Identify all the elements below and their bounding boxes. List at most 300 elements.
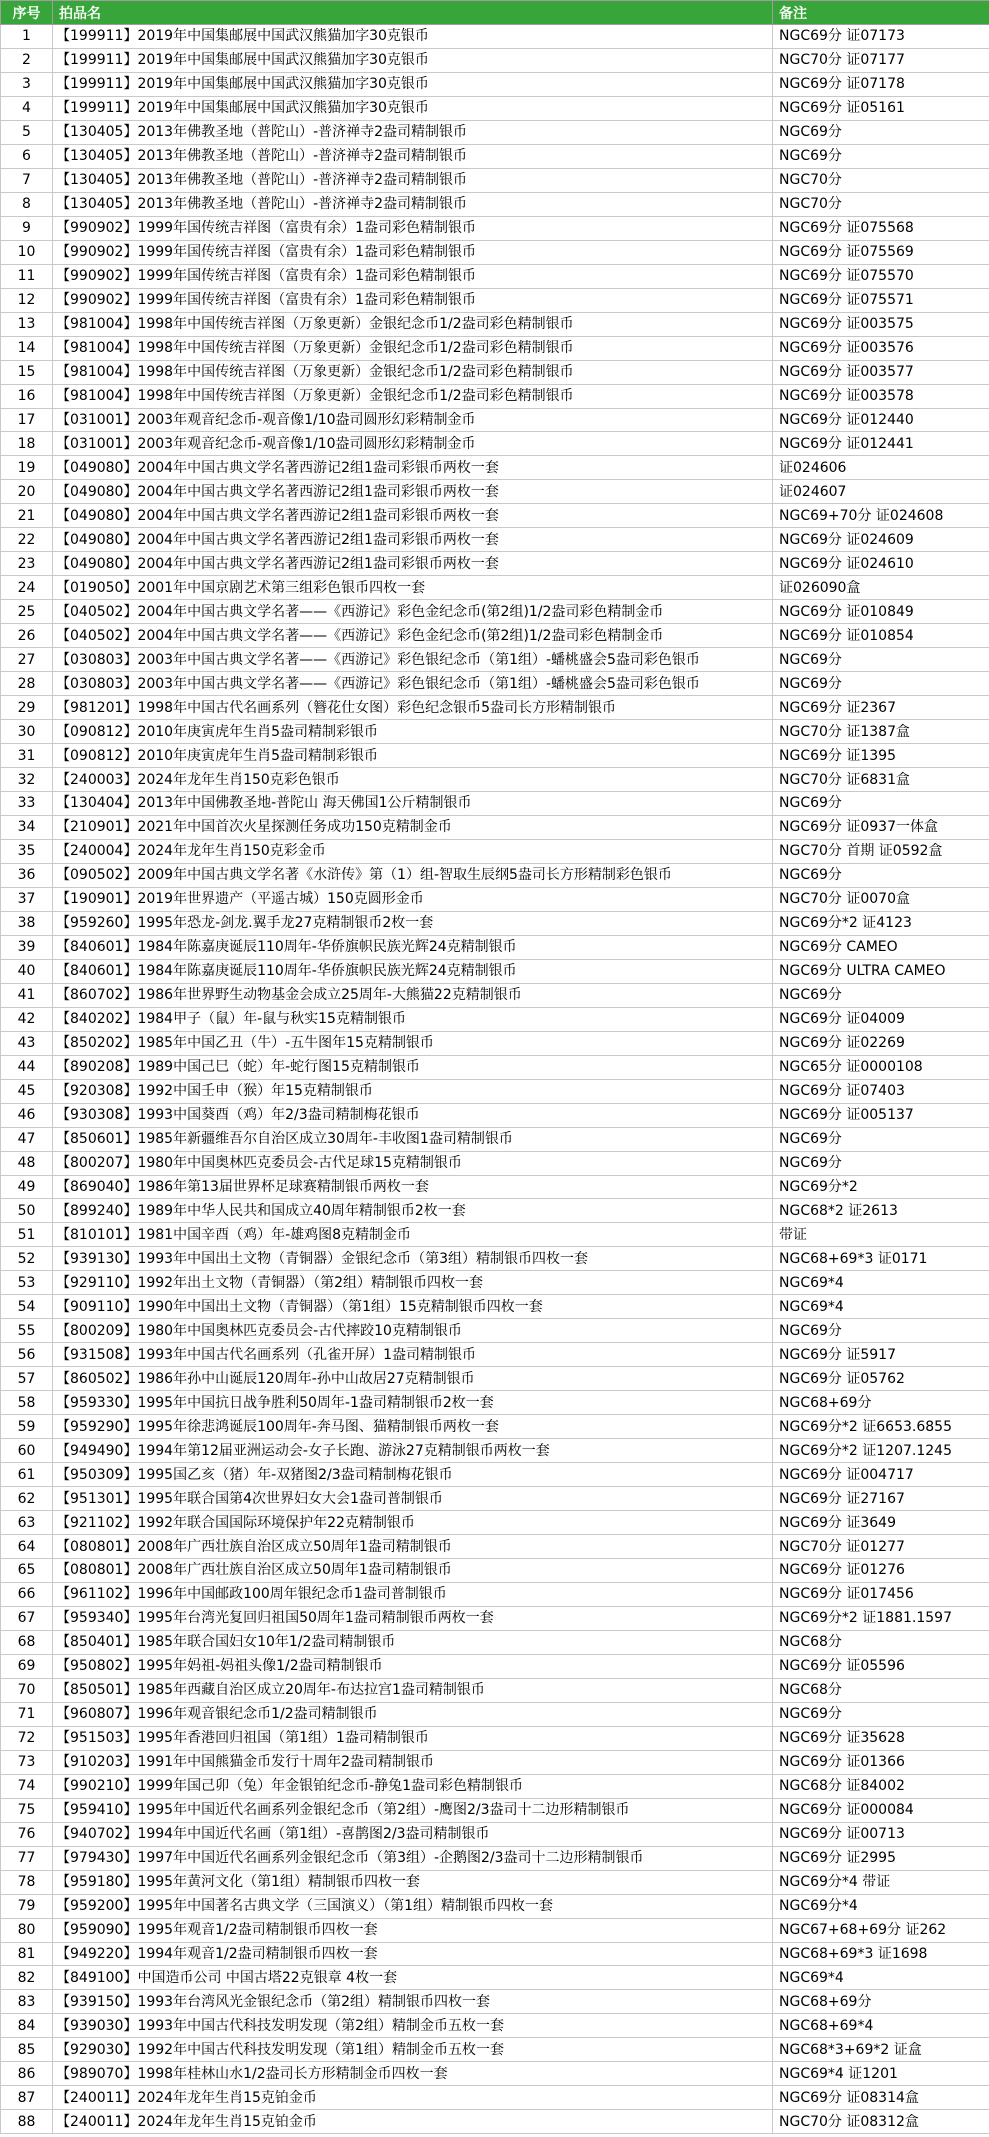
lot-name-cell: 【990902】1999年国传统吉祥图（富贵有余）1盎司彩色精制银币 — [53, 240, 773, 264]
table-row — [1, 120, 989, 144]
row-index: 12 — [1, 288, 53, 312]
row-index: 39 — [1, 935, 53, 959]
row-index: 57 — [1, 1367, 53, 1391]
note-cell: NGC69分 证017456 — [773, 1582, 989, 1606]
table-row — [1, 552, 989, 576]
note-cell: NGC69分 证012441 — [773, 432, 989, 456]
note-cell: NGC69分 证075568 — [773, 216, 989, 240]
note-cell: NGC69分 证010854 — [773, 624, 989, 648]
table-row — [1, 792, 989, 816]
table-row — [1, 384, 989, 408]
row-index: 78 — [1, 1870, 53, 1894]
note-cell: NGC69+70分 证024608 — [773, 504, 989, 528]
note-cell: NGC69分 证07173 — [773, 25, 989, 49]
lot-name-cell: 【951301】1995年联合国第4次世界妇女大会1盎司普制银币 — [53, 1487, 773, 1511]
table-row — [1, 839, 989, 863]
note-cell: NGC69分*2 证4123 — [773, 911, 989, 935]
lot-name-cell: 【049080】2004年中国古典文学名著西游记2组1盎司彩银币两枚一套 — [53, 528, 773, 552]
row-index: 31 — [1, 744, 53, 768]
table-row — [1, 1487, 989, 1511]
table-row — [1, 1798, 989, 1822]
lot-name-cell: 【049080】2004年中国古典文学名著西游记2组1盎司彩银币两枚一套 — [53, 480, 773, 504]
lot-name-cell: 【199911】2019年中国集邮展中国武汉熊猫加字30克银币 — [53, 48, 773, 72]
table-row — [1, 1606, 989, 1630]
note-cell: NGC69分 — [773, 648, 989, 672]
lot-name-cell: 【961102】1996年中国邮政100周年银纪念币1盎司普制银币 — [53, 1582, 773, 1606]
lot-name-cell: 【930308】1993中国葵酉（鸡）年2/3盎司精制梅花银币 — [53, 1103, 773, 1127]
row-index: 83 — [1, 1990, 53, 2014]
row-index: 36 — [1, 863, 53, 887]
table-row — [1, 624, 989, 648]
lot-name-cell: 【990902】1999年国传统吉祥图（富贵有余）1盎司彩色精制银币 — [53, 216, 773, 240]
note-cell: NGC69*4 证1201 — [773, 2062, 989, 2086]
note-cell: NGC68分 证84002 — [773, 1774, 989, 1798]
note-cell: NGC69分*2 证1207.1245 — [773, 1439, 989, 1463]
row-index: 13 — [1, 312, 53, 336]
note-cell: NGC70分 — [773, 168, 989, 192]
note-cell: NGC69分 证012440 — [773, 408, 989, 432]
row-index: 8 — [1, 192, 53, 216]
lot-name-cell: 【921102】1992年联合国国际环境保护年22克精制银币 — [53, 1511, 773, 1535]
note-cell: NGC69分 证010849 — [773, 600, 989, 624]
note-cell: NGC68+69分 — [773, 1391, 989, 1415]
note-cell: NGC69分 — [773, 120, 989, 144]
lot-name-cell: 【190901】2019年世界遗产（平遥古城）150克圆形金币 — [53, 887, 773, 911]
table-row — [1, 600, 989, 624]
note-cell: NGC69分 证02269 — [773, 1031, 989, 1055]
note-cell: 带证 — [773, 1223, 989, 1247]
header-index: 序号 — [1, 1, 53, 25]
row-index: 71 — [1, 1702, 53, 1726]
table-row — [1, 1702, 989, 1726]
lot-name-cell: 【049080】2004年中国古典文学名著西游记2组1盎司彩银币两枚一套 — [53, 552, 773, 576]
lot-name-cell: 【210901】2021年中国首次火星探测任务成功150克精制金币 — [53, 815, 773, 839]
lot-name-cell: 【959330】1995年中国抗日战争胜利50周年-1盎司精制银币2枚一套 — [53, 1391, 773, 1415]
lot-name-cell: 【849100】中国造币公司 中国古塔22克银章 4枚一套 — [53, 1966, 773, 1990]
lot-name-cell: 【080801】2008年广西壮族自治区成立50周年1盎司精制银币 — [53, 1535, 773, 1559]
table-row — [1, 1894, 989, 1918]
table-row — [1, 504, 989, 528]
lot-name-cell: 【869040】1986年第13届世界杯足球赛精制银币两枚一套 — [53, 1175, 773, 1199]
lot-name-cell: 【959340】1995年台湾光复回归祖国50周年1盎司精制银币两枚一套 — [53, 1606, 773, 1630]
note-cell: NGC69分 — [773, 863, 989, 887]
note-cell: 证026090盒 — [773, 576, 989, 600]
table-row — [1, 1199, 989, 1223]
table-row — [1, 1463, 989, 1487]
note-cell: NGC69分 — [773, 1319, 989, 1343]
table-row — [1, 911, 989, 935]
table-row — [1, 1391, 989, 1415]
table-row — [1, 696, 989, 720]
row-index: 61 — [1, 1463, 53, 1487]
row-index: 23 — [1, 552, 53, 576]
row-index: 77 — [1, 1846, 53, 1870]
lot-name-cell: 【199911】2019年中国集邮展中国武汉熊猫加字30克银币 — [53, 25, 773, 49]
lot-name-cell: 【090812】2010年庚寅虎年生肖5盎司精制彩银币 — [53, 720, 773, 744]
table-row — [1, 288, 989, 312]
table-row — [1, 1007, 989, 1031]
note-cell: NGC69分 证0937一体盒 — [773, 815, 989, 839]
row-index: 49 — [1, 1175, 53, 1199]
lot-name-cell: 【090812】2010年庚寅虎年生肖5盎司精制彩银币 — [53, 744, 773, 768]
lot-name-cell: 【910203】1991年中国熊猫金币发行十周年2盎司精制银币 — [53, 1750, 773, 1774]
note-cell: NGC69分 证003575 — [773, 312, 989, 336]
lot-name-cell: 【850601】1985年新疆维吾尔自治区成立30周年-丰收图1盎司精制银币 — [53, 1127, 773, 1151]
table-row — [1, 1870, 989, 1894]
table-row — [1, 1654, 989, 1678]
note-cell: NGC69分 证2995 — [773, 1846, 989, 1870]
row-index: 32 — [1, 768, 53, 792]
row-index: 80 — [1, 1918, 53, 1942]
note-cell: NGC69分 — [773, 792, 989, 816]
table-row — [1, 96, 989, 120]
lot-name-cell: 【981004】1998年中国传统吉祥图（万象更新）金银纪念币1/2盎司彩色精制银币 — [53, 360, 773, 384]
table-row — [1, 2038, 989, 2062]
row-index: 64 — [1, 1535, 53, 1559]
row-index: 18 — [1, 432, 53, 456]
note-cell: NGC70分 证1387盒 — [773, 720, 989, 744]
note-cell: NGC69分 — [773, 1151, 989, 1175]
lot-name-cell: 【800209】1980年中国奥林匹克委员会-古代摔跤10克精制银币 — [53, 1319, 773, 1343]
row-index: 28 — [1, 672, 53, 696]
lot-name-cell: 【240011】2024年龙年生肖15克铂金币 — [53, 2086, 773, 2110]
row-index: 55 — [1, 1319, 53, 1343]
table-row — [1, 480, 989, 504]
lot-name-cell: 【959200】1995年中国著名古典文学（三国演义）（第1组）精制银币四枚一套 — [53, 1894, 773, 1918]
lot-name-cell: 【130404】2013年中国佛教圣地-普陀山 海天佛国1公斤精制银币 — [53, 792, 773, 816]
table-row — [1, 1774, 989, 1798]
row-index: 72 — [1, 1726, 53, 1750]
note-cell: NGC68分 — [773, 1630, 989, 1654]
row-index: 42 — [1, 1007, 53, 1031]
row-index: 44 — [1, 1055, 53, 1079]
table-row — [1, 1415, 989, 1439]
row-index: 45 — [1, 1079, 53, 1103]
lot-name-cell: 【090502】2009年中国古典文学名著《水浒传》第（1）组-智取生辰纲5盎司长方形精制彩色银币 — [53, 863, 773, 887]
row-index: 74 — [1, 1774, 53, 1798]
table-body — [1, 25, 989, 2134]
row-index: 10 — [1, 240, 53, 264]
table-row — [1, 1247, 989, 1271]
table-row — [1, 25, 989, 49]
row-index: 43 — [1, 1031, 53, 1055]
note-cell: NGC69*4 — [773, 1966, 989, 1990]
note-cell: NGC69分*2 证6653.6855 — [773, 1415, 989, 1439]
lot-name-cell: 【949490】1994年第12届亚洲运动会-女子长跑、游泳27克精制银币两枚一套 — [53, 1439, 773, 1463]
note-cell: NGC69分 证075571 — [773, 288, 989, 312]
row-index: 17 — [1, 408, 53, 432]
row-index: 24 — [1, 576, 53, 600]
note-cell: NGC70分 证0070盒 — [773, 887, 989, 911]
note-cell: NGC69分 — [773, 672, 989, 696]
note-cell: NGC69分 证08314盒 — [773, 2086, 989, 2110]
row-index: 19 — [1, 456, 53, 480]
table-row — [1, 336, 989, 360]
note-cell: NGC69分 证075569 — [773, 240, 989, 264]
row-index: 87 — [1, 2086, 53, 2110]
note-cell: NGC69分 证07178 — [773, 72, 989, 96]
row-index: 30 — [1, 720, 53, 744]
note-cell: NGC69分 证024610 — [773, 552, 989, 576]
note-cell: NGC69分*2 — [773, 1175, 989, 1199]
note-cell: NGC70分 证07177 — [773, 48, 989, 72]
table-row — [1, 2014, 989, 2038]
table-row — [1, 1031, 989, 1055]
note-cell: NGC69分 — [773, 1127, 989, 1151]
note-cell: NGC69分*4 带证 — [773, 1870, 989, 1894]
row-index: 63 — [1, 1511, 53, 1535]
note-cell: NGC68+69*4 — [773, 2014, 989, 2038]
table-row — [1, 1175, 989, 1199]
lot-name-cell: 【240004】2024年龙年生肖150克彩金币 — [53, 839, 773, 863]
lot-name-cell: 【929110】1992年出土文物（青铜器）（第2组）精制银币四枚一套 — [53, 1271, 773, 1295]
row-index: 52 — [1, 1247, 53, 1271]
row-index: 26 — [1, 624, 53, 648]
table-row — [1, 1966, 989, 1990]
row-index: 70 — [1, 1678, 53, 1702]
lot-name-cell: 【850401】1985年联合国妇女10年1/2盎司精制银币 — [53, 1630, 773, 1654]
lot-name-cell: 【860702】1986年世界野生动物基金会成立25周年-大熊猫22克精制银币 — [53, 983, 773, 1007]
lot-name-cell: 【030803】2003年中国古典文学名著——《西游记》彩色银纪念币（第1组）-蟠桃盛会5盎司彩色银币 — [53, 648, 773, 672]
row-index: 15 — [1, 360, 53, 384]
table-row — [1, 935, 989, 959]
row-index: 46 — [1, 1103, 53, 1127]
row-index: 2 — [1, 48, 53, 72]
note-cell: NGC69分 证01366 — [773, 1750, 989, 1774]
lot-name-cell: 【890208】1989中国己巳（蛇）年-蛇行图15克精制银币 — [53, 1055, 773, 1079]
row-index: 40 — [1, 959, 53, 983]
row-index: 67 — [1, 1606, 53, 1630]
row-index: 76 — [1, 1822, 53, 1846]
row-index: 3 — [1, 72, 53, 96]
table-row — [1, 1918, 989, 1942]
row-index: 75 — [1, 1798, 53, 1822]
header-row — [1, 1, 989, 25]
table-row — [1, 720, 989, 744]
table-row — [1, 1319, 989, 1343]
table-row — [1, 408, 989, 432]
row-index: 59 — [1, 1415, 53, 1439]
note-cell: NGC68+69*3 证0171 — [773, 1247, 989, 1271]
lot-name-cell: 【049080】2004年中国古典文学名著西游记2组1盎司彩银币两枚一套 — [53, 456, 773, 480]
table-row — [1, 528, 989, 552]
row-index: 79 — [1, 1894, 53, 1918]
row-index: 58 — [1, 1391, 53, 1415]
lot-name-cell: 【949220】1994年观音1/2盎司精制银币四枚一套 — [53, 1942, 773, 1966]
lot-name-cell: 【130405】2013年佛教圣地（普陀山）-普济禅寺2盎司精制银币 — [53, 192, 773, 216]
note-cell: NGC69分 证075570 — [773, 264, 989, 288]
row-index: 56 — [1, 1343, 53, 1367]
lot-name-cell: 【240011】2024年龙年生肖15克铂金币 — [53, 2110, 773, 2134]
table-row — [1, 1750, 989, 1774]
note-cell: NGC69分 证05161 — [773, 96, 989, 120]
lot-name-cell: 【959260】1995年恐龙-剑龙.翼手龙27克精制银币2枚一套 — [53, 911, 773, 935]
note-cell: NGC70分 证01277 — [773, 1535, 989, 1559]
note-cell: NGC69分 证01276 — [773, 1559, 989, 1583]
lot-name-cell: 【049080】2004年中国古典文学名著西游记2组1盎司彩银币两枚一套 — [53, 504, 773, 528]
note-cell: NGC68+69分 — [773, 1990, 989, 2014]
table-row — [1, 1846, 989, 1870]
lot-name-cell: 【920308】1992中国壬申（猴）年15克精制银币 — [53, 1079, 773, 1103]
lot-name-cell: 【850501】1985年西藏自治区成立20周年-布达拉宫1盎司精制银币 — [53, 1678, 773, 1702]
table-row — [1, 240, 989, 264]
lot-name-cell: 【951503】1995年香港回归祖国（第1组）1盎司精制银币 — [53, 1726, 773, 1750]
table-row — [1, 1343, 989, 1367]
table-row — [1, 1367, 989, 1391]
table-row — [1, 672, 989, 696]
row-index: 53 — [1, 1271, 53, 1295]
lot-name-cell: 【199911】2019年中国集邮展中国武汉熊猫加字30克银币 — [53, 96, 773, 120]
lot-name-cell: 【030803】2003年中国古典文学名著——《西游记》彩色银纪念币（第1组）-蟠桃盛会5盎司彩色银币 — [53, 672, 773, 696]
row-index: 20 — [1, 480, 53, 504]
lot-name-cell: 【950309】1995国乙亥（猪）年-双猪图2/3盎司精制梅花银币 — [53, 1463, 773, 1487]
lot-name-cell: 【981004】1998年中国传统吉祥图（万象更新）金银纪念币1/2盎司彩色精制银币 — [53, 336, 773, 360]
table-row — [1, 648, 989, 672]
row-index: 21 — [1, 504, 53, 528]
note-cell: NGC69分 — [773, 144, 989, 168]
table-row — [1, 815, 989, 839]
row-index: 73 — [1, 1750, 53, 1774]
row-index: 86 — [1, 2062, 53, 2086]
note-cell: NGC69分 证00713 — [773, 1822, 989, 1846]
note-cell: NGC70分 证6831盒 — [773, 768, 989, 792]
row-index: 33 — [1, 792, 53, 816]
table-row — [1, 72, 989, 96]
row-index: 7 — [1, 168, 53, 192]
table-row — [1, 1559, 989, 1583]
note-cell: 证024606 — [773, 456, 989, 480]
lot-name-cell: 【840601】1984年陈嘉庚诞辰110周年-华侨旗帜民族光辉24克精制银币 — [53, 959, 773, 983]
note-cell: NGC69分*4 — [773, 1894, 989, 1918]
note-cell: NGC69分 证3649 — [773, 1511, 989, 1535]
table-row — [1, 887, 989, 911]
row-index: 6 — [1, 144, 53, 168]
row-index: 35 — [1, 839, 53, 863]
header-note: 备注 — [773, 1, 989, 25]
note-cell: NGC69分 CAMEO — [773, 935, 989, 959]
row-index: 11 — [1, 264, 53, 288]
note-cell: NGC69分 证005137 — [773, 1103, 989, 1127]
table-row — [1, 2110, 989, 2134]
lot-name-cell: 【950802】1995年妈祖-妈祖头像1/2盎司精制银币 — [53, 1654, 773, 1678]
table-row — [1, 1678, 989, 1702]
lot-name-cell: 【959290】1995年徐悲鸿诞辰100周年-奔马图、猫精制银币两枚一套 — [53, 1415, 773, 1439]
lot-name-cell: 【040502】2004年中国古典文学名著——《西游记》彩色金纪念币(第2组)1/2盎司彩色精制金币 — [53, 624, 773, 648]
note-cell: NGC68*3+69*2 证盒 — [773, 2038, 989, 2062]
table-row — [1, 1822, 989, 1846]
lot-name-cell: 【860502】1986年孙中山诞辰120周年-孙中山故居27克精制银币 — [53, 1367, 773, 1391]
note-cell: NGC67+68+69分 证262 — [773, 1918, 989, 1942]
note-cell: NGC69分 证003576 — [773, 336, 989, 360]
table-row — [1, 2062, 989, 2086]
note-cell: NGC69分 证2367 — [773, 696, 989, 720]
table-row — [1, 1055, 989, 1079]
table-row — [1, 1079, 989, 1103]
note-cell: NGC70分 — [773, 192, 989, 216]
lot-name-cell: 【959180】1995年黄河文化（第1组）精制银币四枚一套 — [53, 1870, 773, 1894]
lot-name-cell: 【810101】1981中国辛酉（鸡）年-雄鸡图8克精制金币 — [53, 1223, 773, 1247]
row-index: 54 — [1, 1295, 53, 1319]
note-cell: 证024607 — [773, 480, 989, 504]
row-index: 34 — [1, 815, 53, 839]
note-cell: NGC69分 ULTRA CAMEO — [773, 959, 989, 983]
lot-name-cell: 【959410】1995年中国近代名画系列金银纪念币（第2组）-鹰图2/3盎司十二边形精制银币 — [53, 1798, 773, 1822]
header-lot-name: 拍品名 — [53, 1, 773, 25]
lot-name-cell: 【031001】2003年观音纪念币-观音像1/10盎司圆形幻彩精制金币 — [53, 432, 773, 456]
lot-name-cell: 【939150】1993年台湾风光金银纪念币（第2组）精制银币四枚一套 — [53, 1990, 773, 2014]
lot-name-cell: 【031001】2003年观音纪念币-观音像1/10盎司圆形幻彩精制金币 — [53, 408, 773, 432]
table-row — [1, 144, 989, 168]
table-row — [1, 1942, 989, 1966]
note-cell: NGC69分*2 证1881.1597 — [773, 1606, 989, 1630]
table-row — [1, 1271, 989, 1295]
lot-name-cell: 【840202】1984甲子（鼠）年-鼠与秋实15克精制银币 — [53, 1007, 773, 1031]
note-cell: NGC68*2 证2613 — [773, 1199, 989, 1223]
table-row — [1, 1103, 989, 1127]
table-row — [1, 264, 989, 288]
lot-name-cell: 【240003】2024年龙年生肖150克彩色银币 — [53, 768, 773, 792]
row-index: 9 — [1, 216, 53, 240]
note-cell: NGC69分 — [773, 1702, 989, 1726]
row-index: 84 — [1, 2014, 53, 2038]
note-cell: NGC69分 证003578 — [773, 384, 989, 408]
row-index: 85 — [1, 2038, 53, 2062]
row-index: 69 — [1, 1654, 53, 1678]
lot-name-cell: 【080801】2008年广西壮族自治区成立50周年1盎司精制银币 — [53, 1559, 773, 1583]
lot-name-cell: 【959090】1995年观音1/2盎司精制银币四枚一套 — [53, 1918, 773, 1942]
lot-name-cell: 【899240】1989年中华人民共和国成立40周年精制银币2枚一套 — [53, 1199, 773, 1223]
table-row — [1, 48, 989, 72]
note-cell: NGC69分 证05596 — [773, 1654, 989, 1678]
row-index: 4 — [1, 96, 53, 120]
table-row — [1, 192, 989, 216]
row-index: 29 — [1, 696, 53, 720]
lot-name-cell: 【981201】1998年中国古代名画系列（簪花仕女图）彩色纪念银币5盎司长方形精制银币 — [53, 696, 773, 720]
row-index: 82 — [1, 1966, 53, 1990]
note-cell: NGC69分 证05762 — [773, 1367, 989, 1391]
row-index: 22 — [1, 528, 53, 552]
table-row — [1, 1726, 989, 1750]
note-cell: NGC69分 证04009 — [773, 1007, 989, 1031]
note-cell: NGC65分 证0000108 — [773, 1055, 989, 1079]
row-index: 47 — [1, 1127, 53, 1151]
lot-name-cell: 【130405】2013年佛教圣地（普陀山）-普济禅寺2盎司精制银币 — [53, 144, 773, 168]
lot-name-cell: 【929030】1992年中国古代科技发明发现（第1组）精制金币五枚一套 — [53, 2038, 773, 2062]
lot-name-cell: 【909110】1990年中国出土文物（青铜器）（第1组）15克精制银币四枚一套 — [53, 1295, 773, 1319]
table-row — [1, 744, 989, 768]
row-index: 88 — [1, 2110, 53, 2134]
row-index: 65 — [1, 1559, 53, 1583]
row-index: 14 — [1, 336, 53, 360]
note-cell: NGC69*4 — [773, 1295, 989, 1319]
row-index: 16 — [1, 384, 53, 408]
lot-name-cell: 【850202】1985年中国乙丑（牛）-五牛图年15克精制银币 — [53, 1031, 773, 1055]
table-row — [1, 432, 989, 456]
table-row — [1, 216, 989, 240]
table-row — [1, 1151, 989, 1175]
lot-name-cell: 【990902】1999年国传统吉祥图（富贵有余）1盎司彩色精制银币 — [53, 288, 773, 312]
table-row — [1, 959, 989, 983]
note-cell: NGC69分 证024609 — [773, 528, 989, 552]
note-cell: NGC69分 证1395 — [773, 744, 989, 768]
table-row — [1, 1990, 989, 2014]
table-row — [1, 1439, 989, 1463]
table-header — [1, 1, 989, 25]
table-row — [1, 1582, 989, 1606]
table-row — [1, 168, 989, 192]
note-cell: NGC69分 证004717 — [773, 1463, 989, 1487]
lot-name-cell: 【990902】1999年国传统吉祥图（富贵有余）1盎司彩色精制银币 — [53, 264, 773, 288]
